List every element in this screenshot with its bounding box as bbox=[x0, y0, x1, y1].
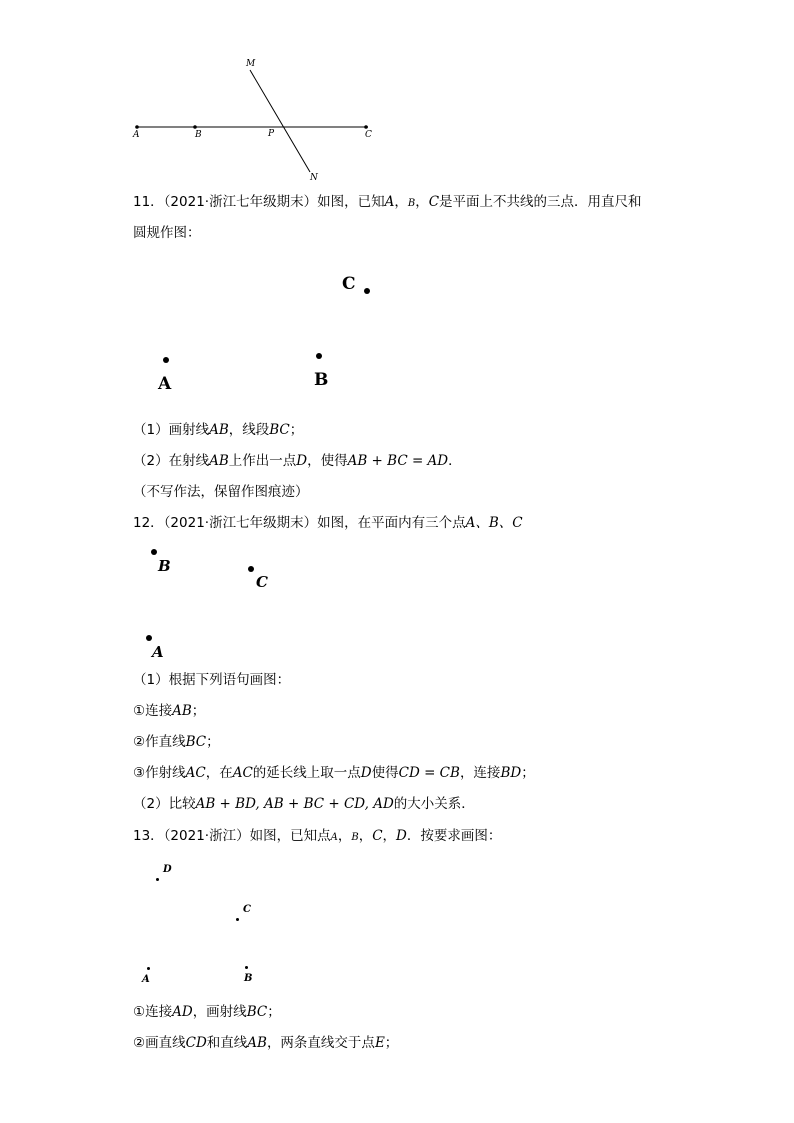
q12-s3-ac: AC bbox=[232, 765, 253, 781]
q11-p2-text: （2）在射线 bbox=[133, 453, 210, 469]
q11-part1 bbox=[133, 421, 303, 439]
q12-s3-text: ，连接 bbox=[459, 765, 501, 781]
q11-sep: ， bbox=[394, 194, 408, 210]
q12-s3-text: ，在 bbox=[205, 765, 233, 781]
q12-s3-expr: CD = CB bbox=[398, 765, 460, 781]
q12-s1-text: ； bbox=[191, 703, 206, 719]
q12-s3-text: ③作射线 bbox=[133, 765, 186, 781]
q11-var-b: B bbox=[407, 198, 416, 209]
q12-s3-text: 的延长线上取一点 bbox=[252, 765, 361, 781]
q13-var-c: C bbox=[372, 828, 383, 844]
q13-step1 bbox=[133, 1003, 281, 1021]
q12-point-a bbox=[146, 635, 152, 641]
label-m: M bbox=[246, 59, 256, 69]
q13-stem bbox=[133, 827, 501, 847]
q13-number: 13． bbox=[133, 828, 164, 844]
q13-s2-text: ； bbox=[384, 1035, 399, 1051]
q13-s2-e: E bbox=[374, 1035, 385, 1051]
q12-part2 bbox=[133, 795, 475, 813]
line-mn bbox=[250, 70, 310, 172]
q13-var-b: B bbox=[351, 832, 359, 843]
q13-label-d: D bbox=[163, 864, 172, 875]
q12-label-c: C bbox=[256, 573, 268, 591]
point-b-dot bbox=[193, 125, 197, 129]
q13-s1-text: ①连接 bbox=[133, 1004, 173, 1020]
q12-s2-text: ； bbox=[206, 734, 220, 750]
q11-label-b: B bbox=[314, 370, 329, 390]
q13-var-a: A bbox=[330, 832, 338, 843]
q12-p2-text: （2）比较 bbox=[133, 796, 196, 812]
q11-note: （不写作法，保留作图痕迹） bbox=[133, 484, 309, 500]
q13-label-c: C bbox=[243, 904, 251, 915]
q12-label-b: B bbox=[158, 557, 171, 575]
q12-text: 如图，在平面内有三个点 bbox=[317, 515, 466, 531]
q12-points: A、B、C bbox=[465, 515, 523, 531]
q13-point-a bbox=[147, 967, 150, 970]
q13-text: ．按要求画图： bbox=[406, 828, 502, 844]
q11-p1-text: ； bbox=[289, 422, 304, 438]
q11-p2-text: ． bbox=[448, 453, 462, 469]
q11-text: 如图，已知 bbox=[317, 194, 385, 210]
q12-step2 bbox=[133, 733, 220, 751]
q12-s1-text: ①连接 bbox=[133, 703, 173, 719]
q13-point-b bbox=[245, 966, 248, 969]
q12-s3-text: 使得 bbox=[371, 765, 399, 781]
q12-part1: （1）根据下列语句画图： bbox=[133, 672, 291, 688]
q11-var-c: C bbox=[428, 194, 440, 210]
q12-p2-text: 的大小关系． bbox=[393, 796, 475, 812]
q13-source: （2021·浙江） bbox=[163, 828, 250, 844]
q13-s1-text: ； bbox=[267, 1004, 281, 1020]
q13-s1-ad: AD bbox=[172, 1004, 193, 1020]
q12-stem bbox=[133, 514, 523, 532]
q11-number: 11． bbox=[133, 194, 164, 210]
q11-point-c bbox=[364, 288, 370, 294]
q11-p1-text: ，线段 bbox=[228, 422, 270, 438]
label-b: B bbox=[195, 130, 202, 140]
q13-point-d bbox=[156, 878, 159, 881]
q11-point-b bbox=[316, 353, 322, 359]
q13-s1-text: ，画射线 bbox=[192, 1004, 247, 1020]
q11-p2-text: ，使得 bbox=[307, 453, 348, 469]
q13-s2-text: ，两条直线交于点 bbox=[266, 1035, 375, 1051]
q13-text: 如图，已知点 bbox=[249, 828, 331, 844]
q11-p2-text: 上作出一点 bbox=[228, 453, 297, 469]
q11-p1-ab: AB bbox=[209, 422, 229, 438]
q12-s3-text: ； bbox=[521, 765, 535, 781]
q11-p1-bc: BC bbox=[269, 422, 290, 438]
q12-source: （2021·浙江七年级期末） bbox=[163, 515, 318, 531]
q13-s2-text: 和直线 bbox=[206, 1035, 248, 1051]
q12-step1 bbox=[133, 702, 205, 720]
q12-p2-expr: AB + BD, AB + BC + CD, AD bbox=[195, 796, 394, 812]
q12-point-b bbox=[151, 549, 157, 555]
figure-lines-ac-mn bbox=[0, 0, 794, 200]
q12-label-a: A bbox=[152, 643, 164, 661]
q12-s3-d: D bbox=[360, 765, 372, 781]
q12-s1-ab: AB bbox=[172, 703, 192, 719]
q11-var-a: A bbox=[384, 194, 395, 210]
point-c-dot bbox=[364, 125, 368, 129]
q12-step3 bbox=[133, 764, 535, 782]
point-a-dot bbox=[135, 125, 139, 129]
label-c: C bbox=[365, 130, 372, 140]
q11-sep: ， bbox=[415, 194, 429, 210]
q13-sep: ， bbox=[337, 828, 352, 844]
q13-step2 bbox=[133, 1034, 398, 1052]
q12-point-c bbox=[248, 566, 254, 572]
q13-label-b: B bbox=[244, 973, 253, 984]
q12-number: 12． bbox=[133, 515, 164, 531]
q12-s2-text: ②作直线 bbox=[133, 734, 186, 750]
label-n: N bbox=[310, 173, 318, 183]
q13-sep: ， bbox=[358, 828, 373, 844]
q11-p2-d: D bbox=[296, 453, 308, 469]
q12-s3-bd: BD bbox=[500, 765, 522, 781]
q13-var-d: D bbox=[396, 828, 407, 844]
q13-point-c bbox=[236, 918, 239, 921]
label-a: A bbox=[133, 130, 140, 140]
q13-s2-text: ②画直线 bbox=[133, 1035, 186, 1051]
q11-label-a: A bbox=[158, 374, 172, 394]
q11-stem-line1 bbox=[133, 193, 642, 213]
q12-s3-ac: AC bbox=[185, 765, 206, 781]
q11-label-c: C bbox=[342, 274, 356, 294]
q11-source: （2021·浙江七年级期末） bbox=[163, 194, 318, 210]
q13-s1-bc: BC bbox=[246, 1004, 268, 1020]
q13-s2-cd: CD bbox=[185, 1035, 207, 1051]
label-p: P bbox=[268, 129, 275, 139]
q12-s2-bc: BC bbox=[185, 734, 207, 750]
q11-p1-text: （1）画射线 bbox=[133, 422, 210, 438]
q11-part2 bbox=[133, 452, 462, 470]
q11-p2-expr: AB + BC = AD bbox=[347, 453, 449, 469]
q11-text: 是平面上不共线的三点．用直尺和 bbox=[439, 194, 642, 210]
q11-stem-line2: 圆规作图： bbox=[133, 225, 201, 241]
q11-point-a bbox=[163, 357, 169, 363]
q11-p2-ab: AB bbox=[209, 453, 229, 469]
q13-sep: ， bbox=[382, 828, 397, 844]
q13-s2-ab: AB bbox=[247, 1035, 267, 1051]
q13-label-a: A bbox=[142, 974, 150, 985]
